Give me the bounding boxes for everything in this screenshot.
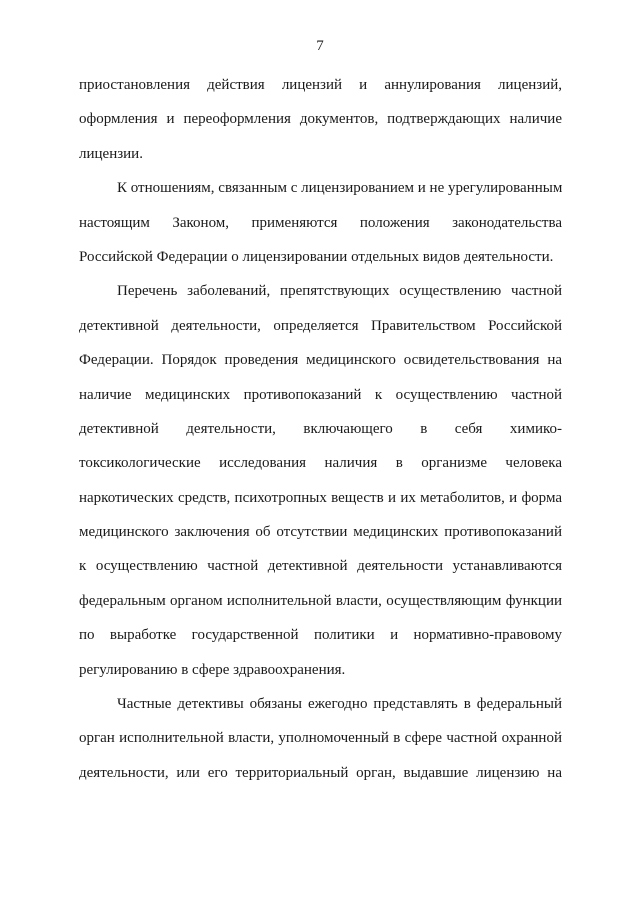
text-line: Российской Федерации о лицензировании отдельных видов деятельности.	[79, 248, 554, 265]
paragraph-medical-requirements	[79, 274, 562, 687]
text-line: Федерации. Порядок проведения медицинского освидетельствования на	[79, 352, 562, 369]
text-line: наркотических средств, психотропных веществ и их метаболитов, и форма	[79, 489, 562, 506]
page-number: 7	[316, 38, 324, 54]
text-line: Перечень заболеваний, препятствующих осуществлению частной	[117, 283, 562, 300]
paragraph-licensing-procedure	[79, 68, 562, 171]
text-line: деятельности, или его территориальный орган, выдавшие лицензию на	[79, 764, 562, 781]
text-line: оформления и переоформления документов, подтверждающих наличие	[79, 111, 562, 128]
text-line: по выработке государственной политики и нормативно-правовому	[79, 627, 562, 644]
text-line: токсикологические исследования наличия в организме человека	[79, 455, 562, 472]
paragraph-annual-reporting	[79, 687, 562, 790]
document-body	[79, 68, 562, 790]
text-line: медицинского заключения об отсутствии медицинских противопоказаний	[79, 524, 562, 541]
paragraph-licensing-relations	[79, 171, 562, 274]
text-line: лицензии.	[79, 145, 143, 162]
text-line: наличие медицинских противопоказаний к осуществлению частной	[79, 386, 562, 403]
text-line: детективной деятельности, определяется Правительством Российской	[79, 317, 562, 334]
text-line: Частные детективы обязаны ежегодно представлять в федеральный	[117, 696, 562, 713]
text-line: к осуществлению частной детективной деятельности устанавливаются	[79, 558, 562, 575]
text-line: орган исполнительной власти, уполномоченный в сфере частной охранной	[79, 730, 562, 747]
text-line: регулированию в сфере здравоохранения.	[79, 661, 346, 678]
text-line: настоящим Законом, применяются положения законодательства	[79, 214, 562, 231]
text-line: приостановления действия лицензий и аннулирования лицензий,	[79, 77, 562, 93]
text-line: детективной деятельности, включающего в себя химико-	[79, 420, 562, 437]
text-line: К отношениям, связанным с лицензированием и не урегулированным	[117, 180, 563, 197]
text-line: федеральным органом исполнительной власти, осуществляющим функции	[79, 592, 562, 609]
